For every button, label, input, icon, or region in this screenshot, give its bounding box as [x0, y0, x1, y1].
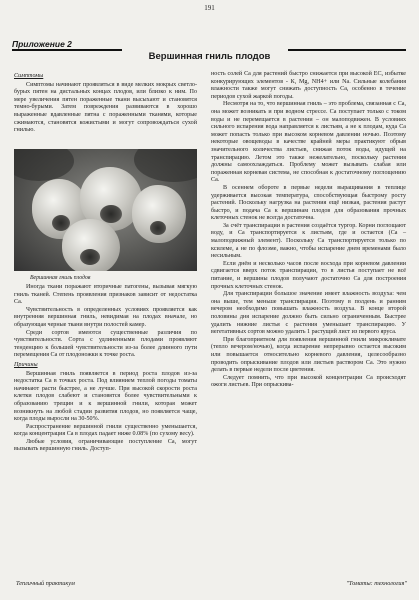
tomato-photo	[14, 149, 197, 271]
paragraph: Следует помнить, что при высокой концентрации Са происходят ожоги листьев. При опрыскива-	[211, 374, 406, 389]
footer-left: Тепличный практикум	[16, 580, 75, 587]
paragraph: В осеннем обороте в первые недели выращивания в теплице удерживается высокая температура, способствующая быстрому росту растений. Поскольку нагрузка на растения ещё низкая, растения растут быстро, и подача Са к вершинам плодов для образования прочных клеточных стенок не всегда достаточна.	[211, 184, 406, 222]
paragraph: Любые условия, ограничивающие поступление Са, могут вызывать вершинную гниль. Доступ-	[14, 438, 197, 453]
paragraph: Среди сортов имеются существенные различия по чувствительности. Сорта с удлиненными плодами проявляют тенденцию к большей чувствительности из-за более длинного пути перемещения Са от плодоножки к точке роста.	[14, 329, 197, 359]
paragraph: Иногда ткани поражают вторичные патогены, вызывая мягкую гниль тканей. Степень проявления признаков зависит от недостатка Са.	[14, 284, 197, 306]
rot-spot	[150, 221, 166, 235]
right-column	[211, 71, 406, 390]
paragraph: Чувствительность в определенных условиях проявляется как внутренняя вершинная гниль, невидимая на плодах вначале, но образующая черные ткани внутри полостей камер.	[14, 306, 197, 328]
page-title: Вершинная гниль плодов	[148, 51, 271, 62]
paragraph: Если днём и несколько часов после восхода при корневом давлении сдвигается вверх поток транспирации, то в листья поступает не всё питание, и вершины плодов получают достаточно Са для построения прочных клеточных стенок.	[211, 260, 406, 290]
rot-spot	[52, 215, 70, 231]
paragraph: При благоприятном для появления вершинной гнили микроклимате (тепло вечером/ночью), когда испарение непрерывно остается высоким или повышается относительно корневого давления, целесообразно проводить опрыскивание плодов или листьев раствором Са. Это нужно делать в первые недели после цветения.	[211, 336, 406, 374]
section-heading: Симптомы	[14, 73, 44, 79]
paragraph: Вершинная гниль появляется в период роста плодов из-за недостатка Са в точках роста. Под влиянием теплой погоды томаты начинают расти быстрее, а не лучше. При высокой скорости роста клетки плодов слабеют и становятся более чувствительными к образованию трещин и к вершинной гнили, которая может возникнуть на любой стадии развития плодов, но появляется чаще, когда плоды выросли на 30-50%.	[14, 370, 197, 423]
paragraph: За счёт транспирации в растения создаётся тургор. Корни поглощают воду, и Са транспортируется к листьям, где и остается (Са – малоподвижный элемент). Поскольку Са транспортируется только по ксилеме, а не по флоэме, важно, чтобы испарение днем временами было несильным.	[211, 222, 406, 260]
paragraph: Симптомы начинают проявляться в виде мелких мокрых светло-бурых пятен на дистальных концах плодов, или близко к ним. По мере увеличения пятен пораженные ткани высыхают и становятся темно-бурыми. Затем повреждения развиваются в хорошо выраженные вдавленные пятна с пораженными тканями, которые сжимаются, становятся кожистыми и могут сопровождаться сухой гнилью.	[14, 81, 197, 134]
left-column-bottom	[14, 284, 197, 454]
rot-spot	[80, 249, 100, 265]
rot-spot	[100, 205, 122, 223]
photo-caption: Вершинная гниль плодов	[30, 275, 91, 281]
section-heading: Причины	[14, 361, 38, 368]
paragraph: Для транспирации большое значение имеет влажность воздуха: чем она выше, тем меньше транспирация. Поэтому в полдень и ранним вечером необходимо повышать влажность воздуха. В конце второй половины дня испарение должно быть сильно ограниченным. Быстрее удалить нижние листья с растения уменьшает транспирацию. У вегетативных сортов можно удалить 1 растущий лист из первого яруса.	[211, 291, 406, 336]
paragraph: ность солей Са для растений быстро снижается при высокой ЕС, избытке конкурирующих элементов - К, Mg, NH4+ или Na. Сильные колебания влажности также могут снижать доступность Са, особенно в течение периодов сухой жаркой погоды.	[211, 71, 406, 100]
paragraph: Несмотря на то, что вершинная гниль – это проблема, связанная с Са, она может возникать и при водном стрессе. Са поступает только с током воды и не перемещается в растении – он малоподвижен. В условиях сильного испарения вода направляется к листьям, а не к плодам, куда Са может попасть только при высоком корневом давлении ночью. Поэтому некоторые овощеводы в качестве крайней меры практикуют обрыв значительного количества листьев, снижая поток воды, идущей на транспирацию. Летом это также нежелательно, поскольку растения должны самоохлаждаться. Проблему может вызывать слабая или пораженная корневая система, не способная к достаточному поглощению Са.	[211, 101, 406, 184]
left-column-top	[14, 71, 197, 135]
footer-right: "Томаты: технология"	[346, 580, 407, 587]
page-number: 191	[204, 4, 215, 12]
appendix-label: Приложение 2	[12, 39, 72, 49]
paragraph: Распространение вершинной гнили существенно уменьшается, когда концентрация Са в плодах падает ниже 0.08% (по сухому весу).	[14, 423, 197, 438]
